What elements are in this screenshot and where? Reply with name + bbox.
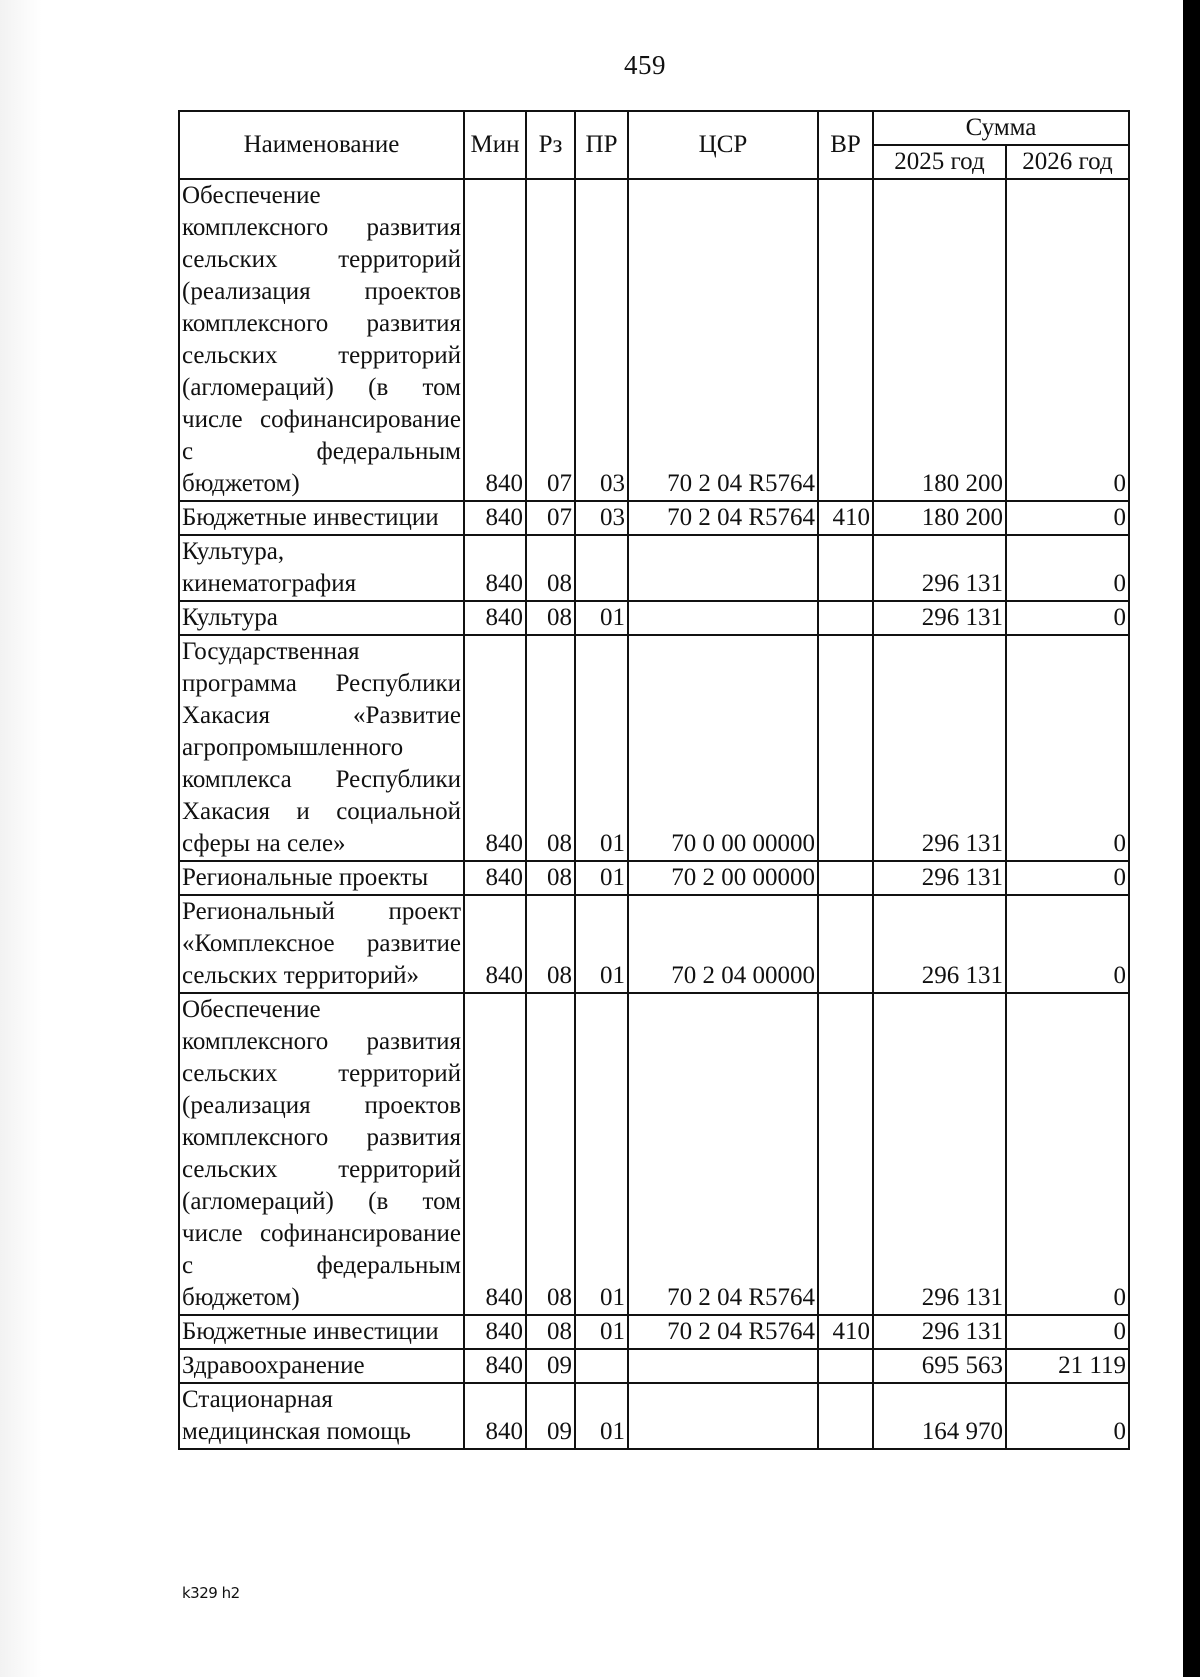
cell-csr: 70 0 00 00000	[628, 635, 818, 861]
cell-csr	[628, 535, 818, 601]
cell-amount-2025: 296 131	[873, 1315, 1006, 1349]
cell-pr: 01	[575, 635, 628, 861]
cell-amount-2026: 0	[1006, 535, 1129, 601]
cell-name: Стационарная медицинская помощь	[179, 1383, 464, 1449]
cell-min: 840	[464, 179, 526, 501]
cell-rz: 09	[526, 1349, 575, 1383]
cell-rz: 08	[526, 535, 575, 601]
cell-amount-2025: 296 131	[873, 861, 1006, 895]
cell-name: Региональные проекты	[179, 861, 464, 895]
cell-rz: 07	[526, 501, 575, 535]
cell-min: 840	[464, 895, 526, 993]
table-row	[179, 635, 1129, 861]
cell-csr: 70 2 04 00000	[628, 895, 818, 993]
cell-csr: 70 2 04 R5764	[628, 1315, 818, 1349]
table-row	[179, 1383, 1129, 1449]
cell-min: 840	[464, 1315, 526, 1349]
cell-vr: 410	[818, 1315, 873, 1349]
cell-name: Культура	[179, 601, 464, 635]
cell-name: Здравоохранение	[179, 1349, 464, 1383]
cell-name: Обеспечение комплексного развития сельских территорий (реализация проектов комплексного развития сельских территорий (агломераций) (в том числе софинансирование с федеральным бюджетом)	[179, 179, 464, 501]
cell-vr	[818, 1383, 873, 1449]
cell-amount-2026: 0	[1006, 1315, 1129, 1349]
cell-amount-2025: 164 970	[873, 1383, 1006, 1449]
cell-vr: 410	[818, 501, 873, 535]
cell-min: 840	[464, 993, 526, 1315]
header-year-2026: 2026 год	[1006, 145, 1129, 179]
header-year-2025: 2025 год	[873, 145, 1006, 179]
cell-rz: 08	[526, 861, 575, 895]
cell-amount-2025: 296 131	[873, 895, 1006, 993]
cell-pr: 01	[575, 1383, 628, 1449]
cell-name: Бюджетные инвестиции	[179, 1315, 464, 1349]
header-name: Наименование	[179, 111, 464, 179]
cell-vr	[818, 179, 873, 501]
footer-code: k329 h2	[182, 1584, 240, 1602]
cell-amount-2025: 296 131	[873, 601, 1006, 635]
cell-amount-2026: 21 119	[1006, 1349, 1129, 1383]
cell-amount-2026: 0	[1006, 861, 1129, 895]
page-number: 459	[624, 50, 666, 80]
cell-pr: 01	[575, 1315, 628, 1349]
cell-amount-2026: 0	[1006, 179, 1129, 501]
cell-amount-2025: 180 200	[873, 501, 1006, 535]
cell-vr	[818, 535, 873, 601]
cell-pr: 01	[575, 993, 628, 1315]
cell-amount-2025: 296 131	[873, 535, 1006, 601]
cell-amount-2026: 0	[1006, 1383, 1129, 1449]
cell-vr	[818, 895, 873, 993]
cell-min: 840	[464, 1349, 526, 1383]
cell-name: Бюджетные инвестиции	[179, 501, 464, 535]
cell-name: Обеспечение комплексного развития сельских территорий (реализация проектов комплексного развития сельских территорий (агломераций) (в том числе софинансирование с федеральным бюджетом)	[179, 993, 464, 1315]
header-sum: Сумма	[873, 111, 1129, 145]
cell-amount-2026: 0	[1006, 501, 1129, 535]
cell-amount-2026: 0	[1006, 993, 1129, 1315]
table-row	[179, 535, 1129, 601]
cell-min: 840	[464, 861, 526, 895]
cell-min: 840	[464, 501, 526, 535]
cell-min: 840	[464, 535, 526, 601]
cell-rz: 08	[526, 993, 575, 1315]
cell-rz: 09	[526, 1383, 575, 1449]
cell-amount-2026: 0	[1006, 895, 1129, 993]
table-row	[179, 501, 1129, 535]
cell-vr	[818, 635, 873, 861]
cell-pr: 01	[575, 895, 628, 993]
header-vr: ВР	[818, 111, 873, 179]
cell-csr	[628, 601, 818, 635]
cell-csr	[628, 1349, 818, 1383]
header-pr: ПР	[575, 111, 628, 179]
cell-amount-2026: 0	[1006, 601, 1129, 635]
cell-rz: 08	[526, 1315, 575, 1349]
cell-csr	[628, 1383, 818, 1449]
cell-amount-2025: 296 131	[873, 993, 1006, 1315]
header-rz: Рз	[526, 111, 575, 179]
cell-pr: 03	[575, 501, 628, 535]
cell-vr	[818, 861, 873, 895]
cell-pr: 03	[575, 179, 628, 501]
table-row	[179, 601, 1129, 635]
cell-csr: 70 2 00 00000	[628, 861, 818, 895]
cell-csr: 70 2 04 R5764	[628, 179, 818, 501]
cell-vr	[818, 993, 873, 1315]
cell-min: 840	[464, 1383, 526, 1449]
cell-amount-2025: 695 563	[873, 1349, 1006, 1383]
cell-rz: 07	[526, 179, 575, 501]
scan-margin-shadow	[0, 0, 60, 1677]
cell-vr	[818, 601, 873, 635]
cell-pr	[575, 535, 628, 601]
header-csr: ЦСР	[628, 111, 818, 179]
cell-csr: 70 2 04 R5764	[628, 501, 818, 535]
table-body	[179, 179, 1129, 1449]
cell-pr: 01	[575, 601, 628, 635]
table-row	[179, 993, 1129, 1315]
cell-vr	[818, 1349, 873, 1383]
cell-min: 840	[464, 635, 526, 861]
cell-rz: 08	[526, 635, 575, 861]
table-row	[179, 1315, 1129, 1349]
cell-rz: 08	[526, 895, 575, 993]
table-row	[179, 861, 1129, 895]
cell-name: Государственная программа Республики Хакасия «Развитие агропромышленного комплекса Республики Хакасия и социальной сферы на селе»	[179, 635, 464, 861]
cell-amount-2025: 296 131	[873, 635, 1006, 861]
header-min: Мин	[464, 111, 526, 179]
cell-amount-2026: 0	[1006, 635, 1129, 861]
table-row	[179, 895, 1129, 993]
table-row	[179, 1349, 1129, 1383]
table-row	[179, 179, 1129, 501]
budget-table	[178, 110, 1130, 1450]
cell-name: Региональный проект «Комплексное развитие сельских территорий»	[179, 895, 464, 993]
cell-rz: 08	[526, 601, 575, 635]
cell-pr: 01	[575, 861, 628, 895]
cell-csr: 70 2 04 R5764	[628, 993, 818, 1315]
cell-min: 840	[464, 601, 526, 635]
cell-name: Культура, кинематография	[179, 535, 464, 601]
cell-pr	[575, 1349, 628, 1383]
cell-amount-2025: 180 200	[873, 179, 1006, 501]
scan-edge-bar	[1183, 0, 1200, 1677]
